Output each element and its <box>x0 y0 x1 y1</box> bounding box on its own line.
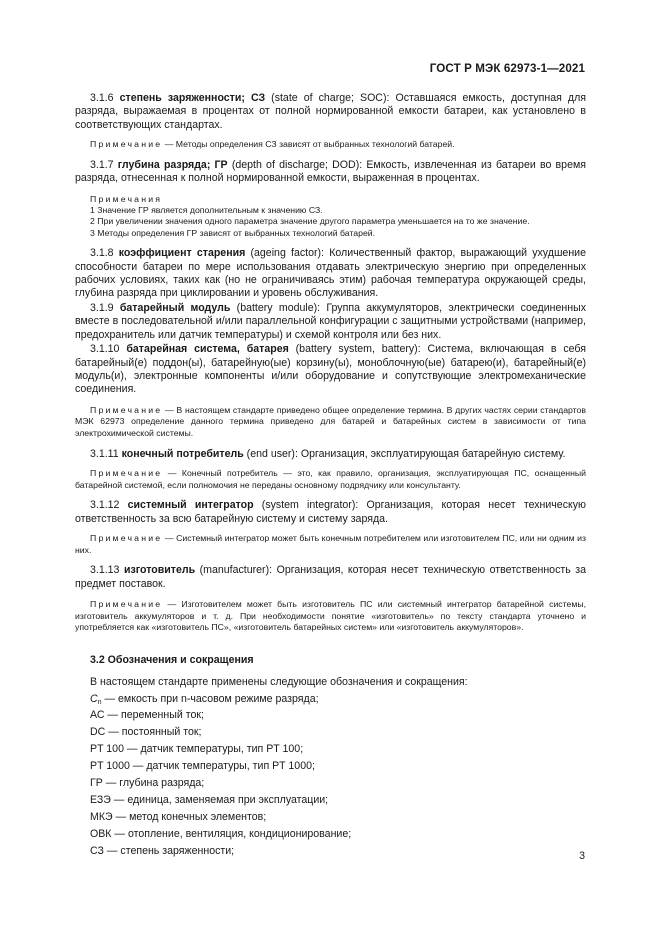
clause-number: 3.1.12 <box>90 499 120 512</box>
clause-number: 3.1.13 <box>90 564 120 577</box>
abbreviation-item: ГР — глубина разряда; <box>90 777 205 790</box>
abbreviation-item: МКЭ — метод конечных элементов; <box>90 810 267 823</box>
term: батарейная система, батарея <box>126 343 289 356</box>
definition-text: (ageing factor): Количественный фактор, выражающий ухудшение способности батареи по мере использования отдавать электрическую энергию при определенных рабочих условиях, таких как (но не ограничиваясь этим) рабочая температура окружающей среды, глубина разряда при циклировании и уровень обслуживания. <box>75 247 586 300</box>
abbreviation-item: АС — переменный ток; <box>90 709 204 722</box>
definition-text: (system integrator): Организация, которая несет техническую ответственность за всю батарейную систему и систему заряда. <box>75 499 586 525</box>
definition-text: (battery module): Группа аккумуляторов, электрически соединенных вместе в последовательной и/или параллельной конфигурации с защитными устройствами (например, предохранитель или датчик температуры) и схемой контроля или без них. <box>75 301 587 341</box>
note-item: 1 Значение ГР является дополнительным к значению СЗ. <box>90 205 323 216</box>
note-label: Примечание <box>90 467 163 478</box>
abbreviation-item: ОВК — отопление, вентиляция, кондиционирование; <box>90 827 352 840</box>
note-text: — В настоящем стандарте приведено общее определение термина. В других частях серии стандартов МЭК 62973 определение данного термина приведено для батарей и батарейных систем в зависимости от типа электрохимической системы. <box>75 404 586 438</box>
note-text: — Изготовителем может быть изготовитель ПС или системный интегратор батарейной системы, изготовитель аккумуляторов и т. д. При необходимости понятие «изготовитель» по тексту стандарта уточнено и употребляется как «изготовитель ПС», «изготовитель батарейных систем» или «изготовитель аккумуляторов». <box>75 598 586 633</box>
abbreviation-item: ЕЗЭ — единица, заменяемая при эксплуатации; <box>90 793 329 806</box>
note-label: Примечание <box>90 532 163 543</box>
note-3-1-11 <box>75 468 586 491</box>
abbreviations-list <box>75 675 586 861</box>
definition-text: (depth of discharge; DOD): Емкость, извлеченная из батареи во время разряда, отнесенная к полной нормированной емкости, выраженная в процентах. <box>75 158 586 185</box>
symbol: C <box>90 692 98 705</box>
clause-number: 3.1.9 <box>90 301 114 314</box>
page-number: 3 <box>579 850 585 862</box>
note-3-1-13 <box>75 599 586 634</box>
note-3-1-12 <box>75 533 586 556</box>
note-label: Примечание <box>90 139 163 150</box>
term: изготовитель <box>124 564 196 577</box>
clause-number: 3.1.8 <box>90 247 114 260</box>
page-content <box>75 92 586 860</box>
term: батарейный модуль <box>119 301 231 314</box>
definition-3-1-8 <box>75 247 586 301</box>
abbreviation-item: PT 100 — датчик температуры, тип PT 100; <box>90 743 304 756</box>
note-3-1-10 <box>75 405 586 440</box>
note-text: — Конечный потребитель — это, как правило, организация, эксплуатирующая ПС, оснащенный батарейной системой, если полномочия не переданы основному подрядчику или консультанту. <box>75 467 586 490</box>
standard-header: ГОСТ Р МЭК 62973-1—2021 <box>429 62 585 75</box>
definition-3-1-9 <box>75 302 586 342</box>
notes-3-1-7 <box>75 194 586 240</box>
note-label: Примечание <box>90 598 163 609</box>
definition-3-1-6 <box>75 92 586 132</box>
section-title: 3.2 Обозначения и сокращения <box>90 653 254 666</box>
clause-number: 3.1.11 <box>90 447 119 460</box>
notes-label: Примечания <box>90 193 163 204</box>
term: конечный потребитель <box>121 447 244 460</box>
note-label: Примечание <box>90 404 163 415</box>
abbreviations-intro: В настоящем стандарте применены следующие обозначения и сокращения: <box>90 675 468 688</box>
abbreviation-item <box>90 692 586 709</box>
note-text: — Методы определения СЗ зависят от выбранных технологий батарей. <box>162 139 455 150</box>
abbreviation-item: DC — постоянный ток; <box>90 726 202 739</box>
abbreviation-item: PT 1000 — датчик температуры, тип PT 1000; <box>90 760 315 773</box>
term: коэффициент старения <box>118 247 246 260</box>
abbreviation-item: СЗ — степень заряженности; <box>90 844 235 857</box>
note-3-1-6 <box>75 139 586 151</box>
note-item: 2 При увеличении значения одного параметра значение другого параметра уменьшается на то же значение. <box>90 216 530 227</box>
definition-3-1-11 <box>75 448 586 461</box>
definition-3-1-10 <box>75 343 586 397</box>
definition-3-1-13 <box>75 564 586 591</box>
definition-text: (state of charge; SOC): Оставшаяся емкость, доступная для разряда, выражаемая в процентах от полной нормированной емкости батареи, как установлено в соответствующих стандартах. <box>75 92 586 131</box>
abbreviation-text: — емкость при n-часовом режиме разряда; <box>101 692 319 705</box>
symbol-subscript: n <box>97 698 102 706</box>
clause-number: 3.1.7 <box>90 158 114 171</box>
definition-text: (battery system, battery): Система, включающая в себя батарейный(е) поддон(ы), батарейную(ые) корзину(ы), моноблочную(ые) батарею(и), батарейный(е) модуль(и), электронные компоненты и/или оборудование и сопутствующие электромеханические соединения. <box>75 343 586 396</box>
term: степень заряженности; СЗ <box>119 92 266 104</box>
note-text: — Системный интегратор может быть конечным потребителем или изготовителем ПС, или ни одним из них. <box>75 532 586 555</box>
definition-text: (end user): Организация, эксплуатирующая батарейную систему. <box>243 447 566 460</box>
definition-3-1-7 <box>75 159 586 186</box>
definition-3-1-12 <box>75 499 586 526</box>
clause-number: 3.1.6 <box>90 92 114 104</box>
clause-number: 3.1.10 <box>90 343 120 356</box>
note-item: 3 Методы определения ГР зависят от выбранных технологий батарей. <box>90 227 376 238</box>
term: глубина разряда; ГР <box>117 158 228 171</box>
definition-text: (manufacturer): Организация, которая несет техническую ответственность за предмет поставок. <box>75 564 586 590</box>
term: системный интегратор <box>127 499 254 512</box>
